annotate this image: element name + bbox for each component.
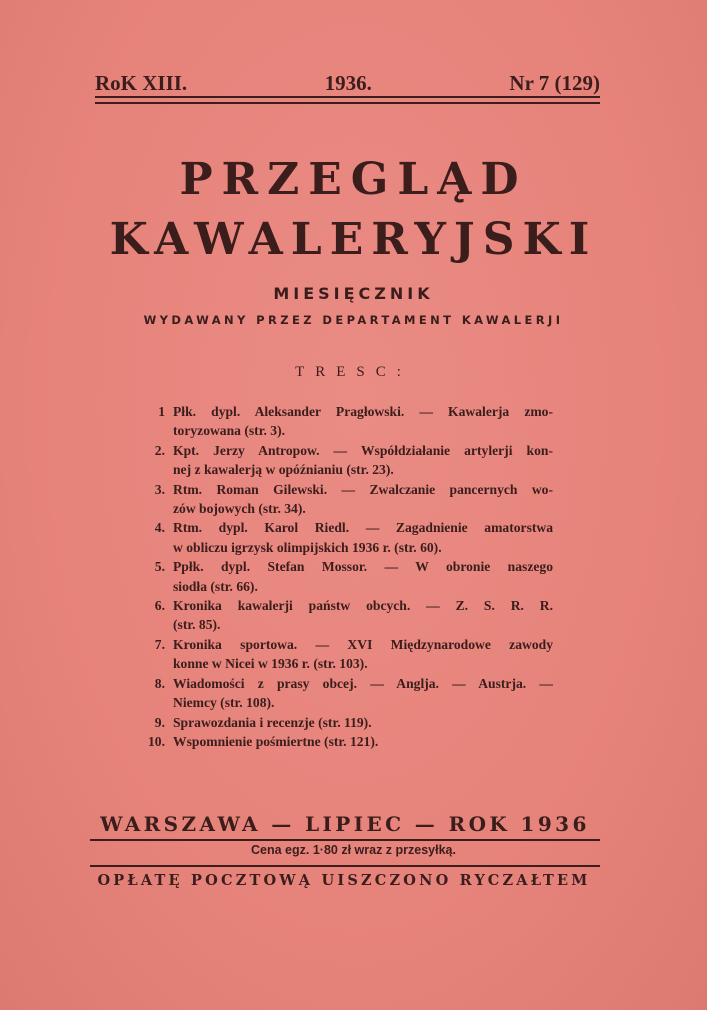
- item-text: [173, 557, 553, 596]
- item-number: 4.: [154, 520, 165, 536]
- contents-item: [135, 596, 553, 635]
- item-line: siodła (str. 66).: [173, 578, 258, 594]
- subtitle-publisher: WYDAWANY PRZEZ DEPARTAMENT KAWALERJI: [143, 313, 564, 327]
- item-number: 3.: [154, 481, 165, 497]
- item-number: 2.: [154, 442, 165, 458]
- postage-note: OPŁATĘ POCZTOWĄ UISZCZONO RYCZAŁTEM: [97, 872, 591, 889]
- item-line: Sprawozdania i recenzje (str. 119).: [173, 714, 372, 730]
- title-line-1: PRZEGLĄD: [179, 154, 528, 205]
- item-text: [173, 480, 553, 519]
- contents-heading: TRESC:: [295, 364, 412, 380]
- price-note: Cena egz. 1·80 zł wraz z przesyłką.: [251, 843, 456, 857]
- item-number: 7.: [154, 636, 165, 652]
- item-text: [173, 596, 553, 635]
- item-line: Płk. dypl. Aleksander Pragłowski. — Kawalerja zmo-: [173, 404, 553, 419]
- contents-item: [135, 480, 553, 519]
- contents-item: [135, 518, 553, 557]
- contents-item: [135, 732, 553, 751]
- contents-item: [135, 441, 553, 480]
- item-number: 1: [158, 404, 165, 419]
- item-number: 10.: [148, 733, 165, 749]
- item-line: toryzowana (str. 3).: [173, 423, 286, 439]
- item-text: [173, 713, 553, 732]
- item-text: [173, 732, 553, 751]
- item-line: Ppłk. dypl. Stefan Mossor. — W obronie naszego: [173, 559, 553, 575]
- item-number: 6.: [154, 598, 165, 614]
- item-text: [173, 674, 553, 713]
- footer-rule-2: [90, 865, 600, 867]
- contents-item: [135, 402, 553, 441]
- item-line: konne w Nicei w 1936 r. (str. 103).: [173, 656, 368, 672]
- place-date: WARSZAWA — LIPIEC — ROK 1936: [100, 812, 590, 836]
- item-line: Niemcy (str. 108).: [173, 695, 275, 711]
- header-rule-bottom: [95, 102, 600, 104]
- item-text: [173, 635, 553, 674]
- contents-item: [135, 674, 553, 713]
- item-number: 5.: [154, 559, 165, 575]
- item-line: Wiadomości z prasy obcej. — Anglja. — Austrja. —: [173, 675, 553, 691]
- header-rule-top: [95, 96, 600, 98]
- item-line: w obliczu igrzysk olimpijskich 1936 r. (str. 60).: [173, 539, 442, 555]
- item-line: Kronika sportowa. — XVI Międzynarodowe zawody: [173, 636, 553, 652]
- item-text: [173, 518, 553, 557]
- footer-rule-1: [90, 839, 600, 841]
- title-line-2: KAWALERYJSKI: [109, 214, 598, 265]
- issue-label: Nr 7 (129): [509, 71, 600, 95]
- item-number: 8.: [154, 675, 165, 691]
- subtitle-monthly: MIESIĘCZNIK: [273, 284, 434, 303]
- item-line: zów bojowych (str. 34).: [173, 501, 306, 517]
- item-line: Kronika kawalerji państw obcych. — Z. S. R. R.: [173, 598, 553, 614]
- contents-item: [135, 713, 553, 732]
- item-line: nej z kawalerją w opóźnianiu (str. 23).: [173, 462, 394, 478]
- table-of-contents: [135, 402, 553, 751]
- contents-item: [135, 557, 553, 596]
- item-line: Rtm. Roman Gilewski. — Zwalczanie pancernych wo-: [173, 481, 553, 497]
- item-line: Kpt. Jerzy Antropow. — Współdziałanie artylerji kon-: [173, 442, 553, 458]
- year-label: 1936.: [324, 71, 372, 95]
- contents-item: [135, 635, 553, 674]
- item-text: [173, 402, 553, 441]
- item-line: (str. 85).: [173, 617, 221, 633]
- masthead: [95, 66, 600, 96]
- item-text: [173, 441, 553, 480]
- volume-label: RoK XIII.: [95, 71, 188, 95]
- item-line: Wspomnienie pośmiertne (str. 121).: [173, 733, 379, 749]
- item-number: 9.: [154, 714, 165, 730]
- item-line: Rtm. dypl. Karol Riedl. — Zagadnienie amatorstwa: [173, 520, 553, 536]
